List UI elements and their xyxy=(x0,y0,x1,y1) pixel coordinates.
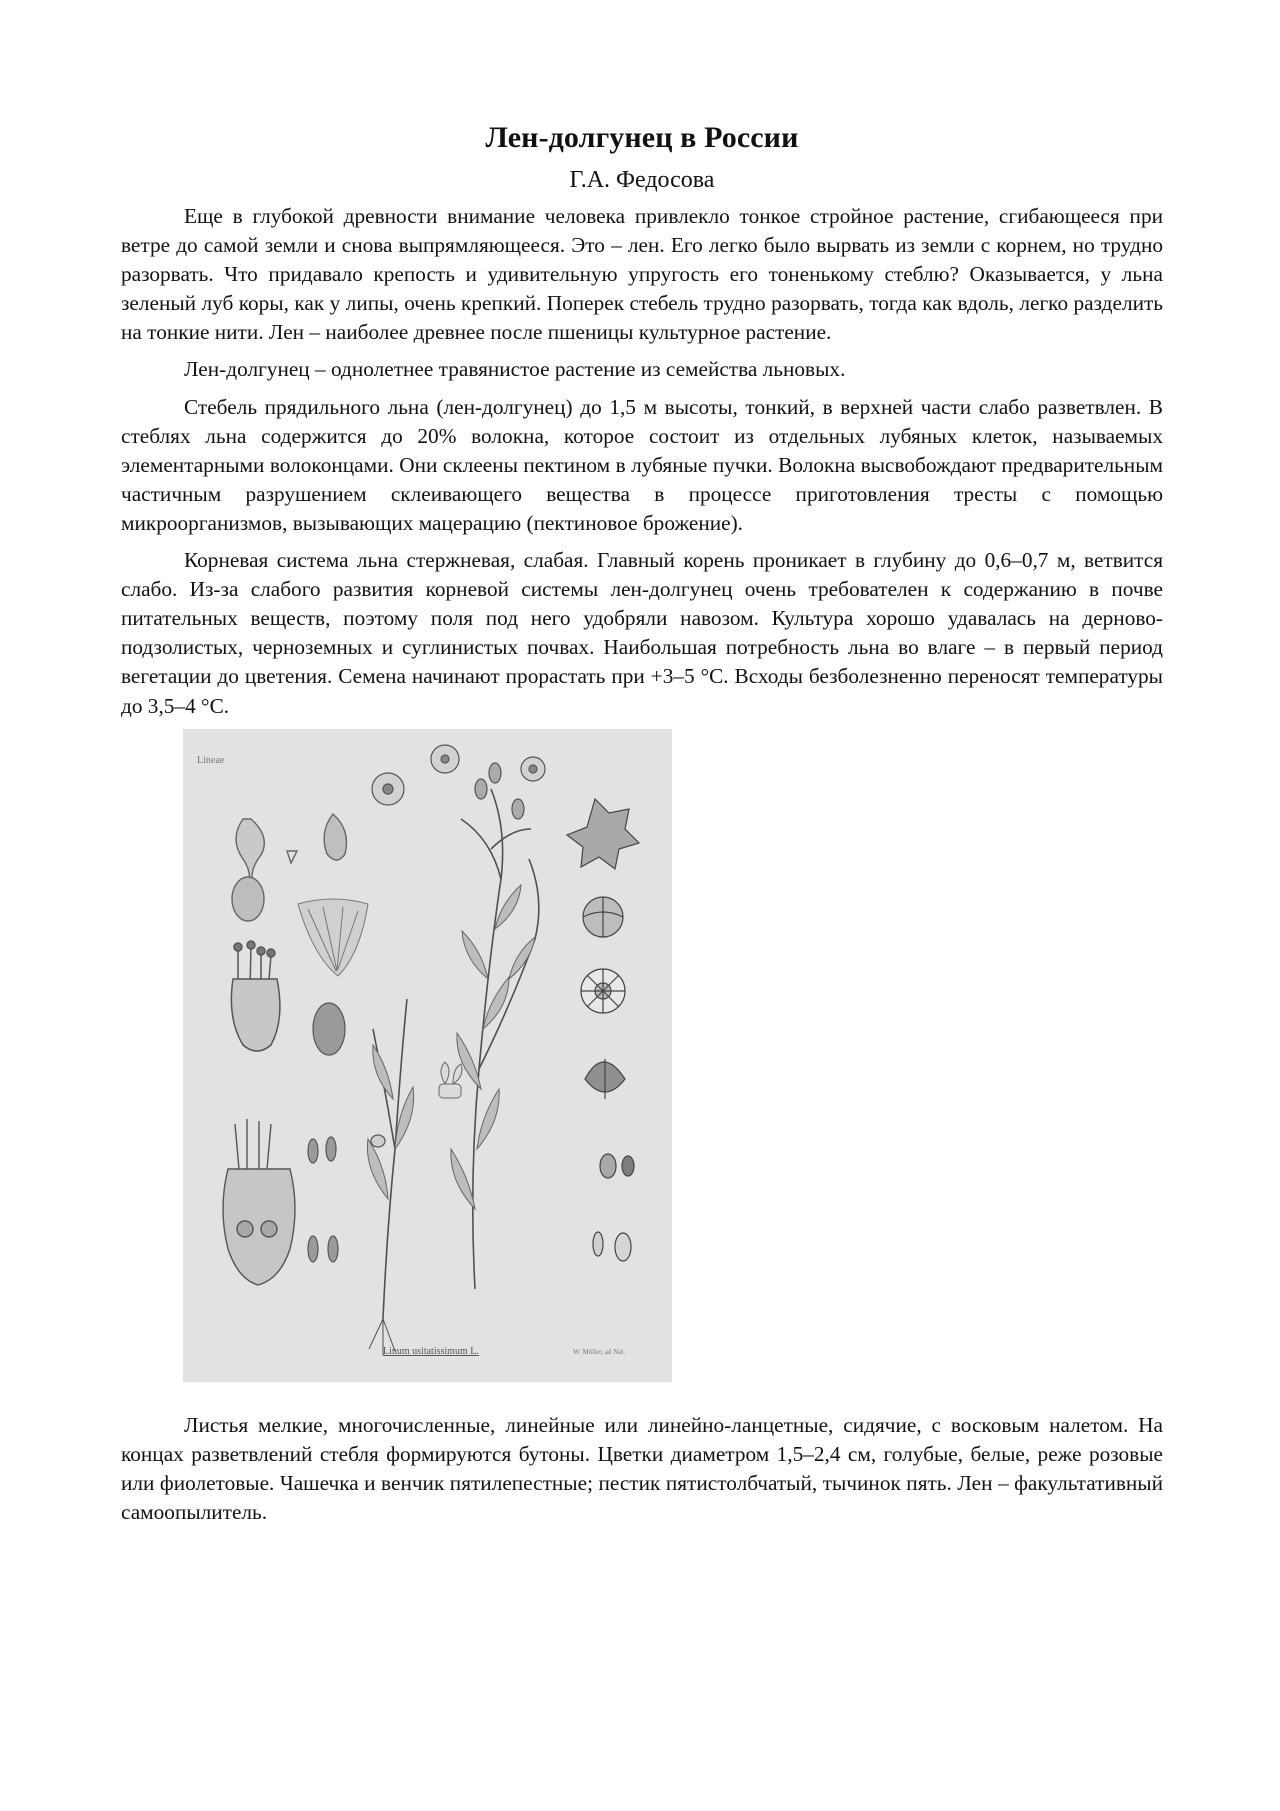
botanical-illustration xyxy=(183,729,672,1382)
document-body xyxy=(121,118,1163,1535)
paragraph-leaves: Листья мелкие, многочисленные, линейные или линейно-ланцетные, сидячие, с восковым налетом. На концах разветвлений стебля формируются бутоны. Цветки диаметром 1,5–2,4 см, голубые, белые, реже розовые или фиолетовые. Чашечка и венчик пятилепестные; пестик пятистолбчатый, тычинок пять. Лен – факультативный самоопылитель. xyxy=(121,1412,1163,1524)
page-title: Лен-долгунец в России xyxy=(485,121,799,154)
author-name: Г.А. Федосова xyxy=(569,167,715,193)
flax-plate-drawing xyxy=(183,729,672,1382)
paragraph-intro: Еще в глубокой древности внимание человека привлекло тонкое стройное растение, сгибающееся при ветре до самой земли и снова выпрямляющееся. Это – лен. Его легко было вырвать из земли с корнем, но трудно разорвать. Что придавало крепость и удивительную упругость его тоненькому стеблю? Оказывается, у льна зеленый луб коры, как у липы, очень крепкий. Поперек стебель трудно разорвать, тогда как вдоль, легко разделить на тонкие нити. Лен – наиболее древнее после пшеницы культурное растение. xyxy=(121,204,1163,345)
paragraph-definition: Лен-долгунец – однолетнее травянистое растение из семейства льновых. xyxy=(184,357,846,382)
plate-credit: W. Müller, ad Nat. xyxy=(573,1347,625,1356)
paragraph-roots: Корневая система льна стержневая, слабая. Главный корень проникает в глубину до 0,6–0,7 м, ветвится слабо. Из-за слабого развития корневой системы лен-долгунец очень требователен к содержанию в почве питательных веществ, поэтому поля под него удобряли навозом. Культура хорошо удавалась на дерново-подзолистых, черноземных и суглинистых почвах. Наибольшая потребность льна во влаге – в первый период вегетации до цветения. Семена начинают прорастать при +3–5 °С. Всходы безболезненно переносят температуры до 3,5–4 °С. xyxy=(121,548,1163,718)
paragraph-stem: Стебель прядильного льна (лен-долгунец) до 1,5 м высоты, тонкий, в верхней части слабо разветвлен. В стеблях льна содержится до 20% волокна, которое состоит из отдельных лубяных клеток, называемых элементарными волоконцами. Они склеены пектином в лубяные пучки. Волокна высвобождают предварительным частичным разрушением склеивающего вещества в процессе приготовления тресты с помощью микроорганизмов, вызывающих мацерацию (пектиновое брожение). xyxy=(121,394,1163,535)
plate-corner-label: Lineae xyxy=(197,754,225,766)
plate-caption: Linum usitatissimum L. xyxy=(383,1345,479,1357)
figure-container xyxy=(121,729,1163,1395)
